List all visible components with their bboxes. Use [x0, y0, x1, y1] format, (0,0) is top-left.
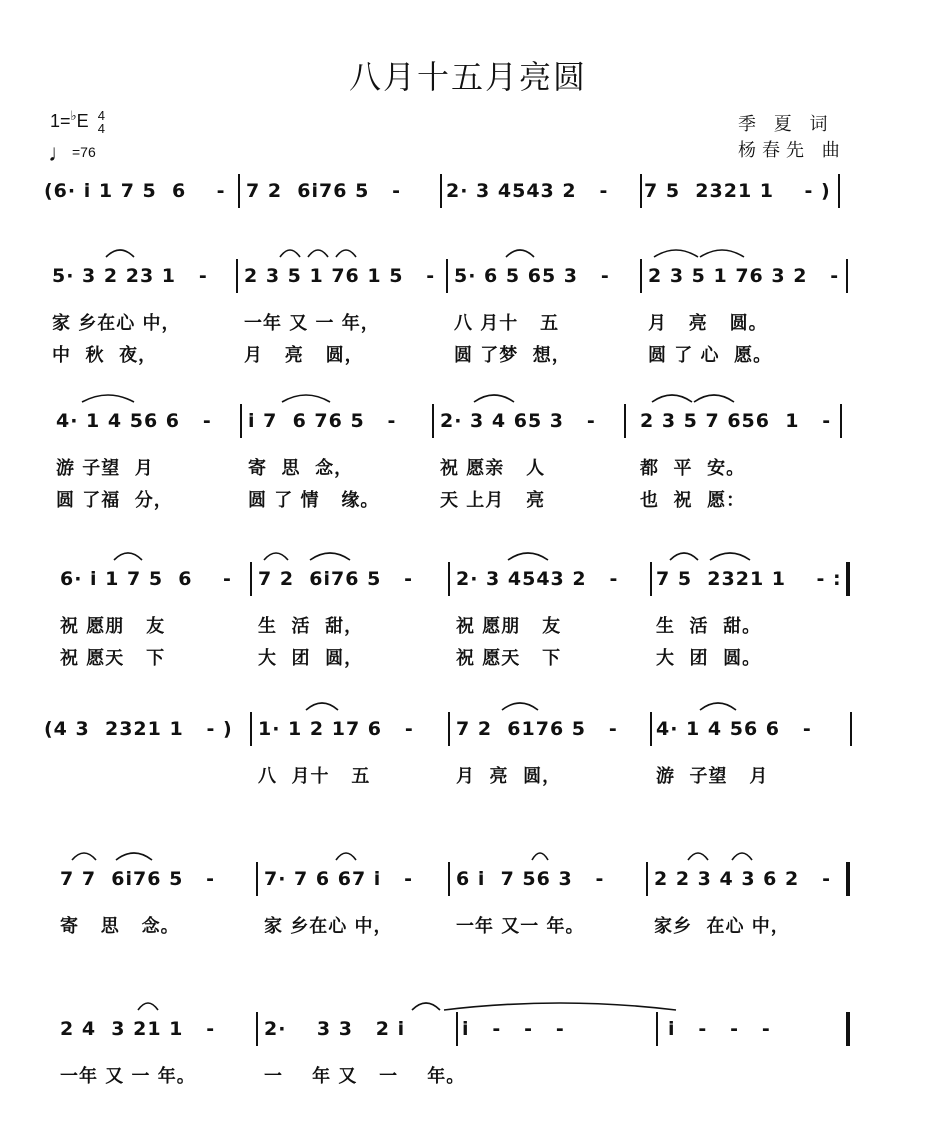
measure-notes: 7 5 2321 1 - :	[656, 568, 842, 590]
lyric-text: 圆 了 心 愿。	[648, 345, 773, 366]
lyric-text: 大 团 圆，	[258, 648, 364, 669]
lyric-text: 一 年 又 一 年。	[264, 1066, 466, 1087]
lyric-text: 祝 愿天 下	[60, 648, 166, 669]
measure-notes: 7 2 6176 5 -	[456, 718, 618, 740]
meter-bottom: 4	[97, 121, 105, 137]
measure-notes: 7 2 6i76 5 -	[246, 180, 402, 202]
lyric-text: 祝 愿朋 友	[456, 616, 562, 637]
measure-notes: (6· i 1 7 5 6 -	[44, 180, 226, 202]
measure-notes: 4· 1 4 56 6 -	[56, 410, 212, 432]
key-label: 1=	[50, 111, 71, 131]
quarter-note-icon: ♩	[48, 140, 72, 167]
measure-notes: 6· i 1 7 5 6 -	[60, 568, 232, 590]
measure-notes: 7 7 6i76 5 -	[60, 868, 216, 890]
measure-notes: 2· 3 4543 2 -	[456, 568, 619, 590]
measure-notes: 5· 3 2 23 1 -	[52, 265, 208, 287]
lyric-text: 寄 思 念。	[60, 916, 180, 937]
meter-top: 4	[97, 108, 105, 124]
measure-notes: 2 3 5 1 76 1 5 -	[244, 265, 436, 287]
measure-notes: 7 2 6i76 5 -	[258, 568, 414, 590]
measure-notes: i - - -	[668, 1018, 771, 1040]
lyric-text: 家 乡在心 中，	[264, 916, 393, 937]
lyric-text: 圆 了 情 缘。	[248, 490, 380, 511]
measure-notes: 1· 1 2 17 6 -	[258, 718, 414, 740]
song-title: 八月十五月亮圆	[348, 58, 587, 96]
measure-notes: 2· 3 4 65 3 -	[440, 410, 596, 432]
lyric-text: 也 祝 愿：	[640, 490, 746, 511]
lyric-text: 游 子望 月	[656, 766, 769, 787]
slur-mark	[444, 1003, 676, 1010]
lyric-text: 生 活 甜。	[656, 616, 762, 637]
slur-mark	[138, 1003, 158, 1010]
key-tonic: E	[76, 111, 89, 131]
composer-credit: 杨春先 曲	[738, 140, 846, 161]
lyric-text: 月 亮 圆，	[244, 345, 364, 366]
lyric-text: 中 秋 夜，	[52, 345, 158, 366]
measure-notes: i 7 6 76 5 -	[248, 410, 397, 432]
lyric-text: 一年 又一 年。	[456, 916, 585, 937]
lyric-text: 家乡 在心 中，	[654, 916, 790, 937]
flat-sign: ♭	[70, 108, 77, 123]
measure-notes: 2 2 3 4 3 6 2 -	[654, 868, 831, 890]
measure-notes: 7 5 2321 1 - )	[644, 180, 831, 202]
slur-mark	[412, 1003, 440, 1010]
lyric-text: 游 子望 月	[56, 458, 154, 479]
measure-notes: 2 3 5 1 76 3 2 -	[648, 265, 840, 287]
lyric-text: 都 平 安。	[640, 458, 746, 479]
lyric-text: 天 上月 亮	[440, 490, 546, 511]
measure-notes: 4· 1 4 56 6 -	[656, 718, 812, 740]
measure-notes: 2 3 5 7 656 1 -	[640, 410, 832, 432]
lyric-text: 月 亮 圆，	[456, 766, 562, 787]
lyric-text: 寄 思 念，	[248, 458, 354, 479]
tempo-value: =76	[72, 144, 96, 160]
lyric-text: 八 月十 五	[258, 766, 371, 787]
lyric-text: 祝 愿天 下	[456, 648, 562, 669]
measure-notes: 5· 6 5 65 3 -	[454, 265, 610, 287]
lyric-text: 圆 了福 分，	[56, 490, 173, 511]
lyric-text: 八 月十 五	[454, 313, 560, 334]
lyric-text: 一年 又 一 年，	[244, 313, 380, 334]
lyric-text: 大 团 圆。	[656, 648, 762, 669]
measure-notes: 2· 3 3 2 i	[264, 1018, 406, 1040]
lyric-text: 祝 愿朋 友	[60, 616, 166, 637]
measure-notes: i - - -	[462, 1018, 565, 1040]
measure-notes: 7· 7 6 67 i -	[264, 868, 414, 890]
lyric-text: 圆 了梦 想，	[454, 345, 571, 366]
measure-notes: 2· 3 4543 2 -	[446, 180, 609, 202]
lyric-text: 生 活 甜，	[258, 616, 364, 637]
lyricist-credit: 季 夏 词	[738, 114, 834, 135]
measure-notes: (4 3 2321 1 - )	[44, 718, 233, 740]
measure-notes: 6 i 7 56 3 -	[456, 868, 605, 890]
lyric-text: 祝 愿亲 人	[440, 458, 546, 479]
lyric-text: 月 亮 圆。	[648, 313, 768, 334]
measure-notes: 2 4 3 21 1 -	[60, 1018, 216, 1040]
lyric-text: 家 乡在心 中，	[52, 313, 181, 334]
lyric-text: 一年 又 一 年。	[60, 1066, 196, 1087]
